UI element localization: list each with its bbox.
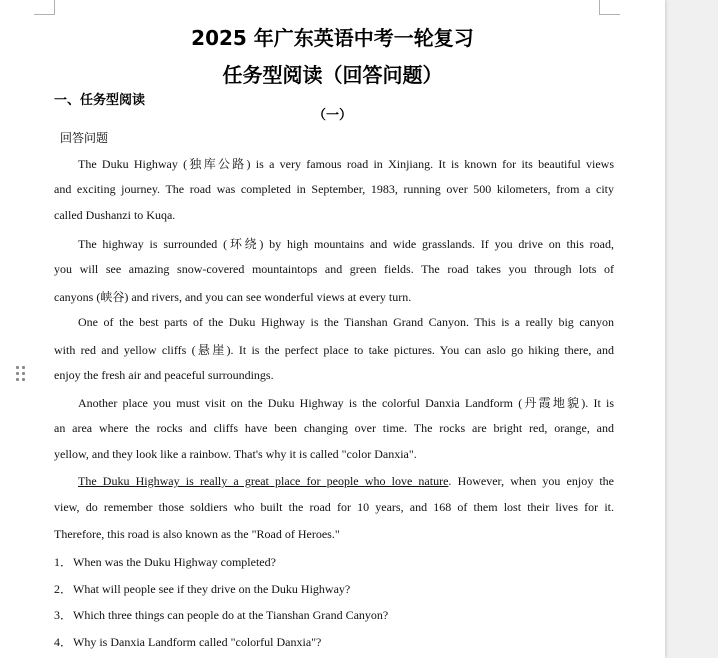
question-item [54,633,321,650]
question-text: What will people see if they drive on the Duku Highway? [73,582,351,596]
crop-mark-top-left [34,0,55,15]
passage-line: an area where the rocks and cliffs have been changing over time. The rocks are bright red, orange, and [54,421,614,435]
section-heading: 一、任务型阅读 [54,93,146,108]
document-title: 2025 年广东英语中考一轮复习 [191,26,474,50]
drag-handle-icon[interactable] [16,366,26,382]
passage-line [78,474,614,489]
passage-line: and exciting journey. The road was completed in September, 1983, running over 500 kilometers, from a city [54,182,614,196]
passage-line: One of the best parts of the Duku Highway is the Tianshan Grand Canyon. This is a really big canyon [78,315,614,329]
question-text: Which three things can people do at the Tianshan Grand Canyon? [73,608,389,622]
question-text: Why is Danxia Landform called "colorful Danxia"? [73,635,322,649]
question-number: 1． [54,555,73,569]
question-number: 2． [54,582,73,596]
underlined-sentence: The Duku Highway is really a great place for people who love nature [78,474,449,488]
crop-mark-top-right [599,0,620,15]
question-number: 4． [54,635,73,649]
passage-text: . However, when you enjoy the [448,474,615,488]
document-subtitle: 任务型阅读（回答问题） [222,63,443,87]
question-text: When was the Duku Highway completed? [73,555,276,569]
passage-line: Therefore, this road is also known as the "Road of Heroes." [54,527,340,541]
passage-line: canyons (峡谷) and rivers, and you can see wonderful views at every turn. [54,290,412,304]
passage-line: yellow, and they look like a rainbow. That's why it is called "color Danxia". [54,447,417,461]
question-item [54,606,388,623]
passage-line: enjoy the fresh air and peaceful surroundings. [54,368,274,382]
part-heading: （一） [312,108,352,123]
passage-line: called Dushanzi to Kuqa. [54,208,176,222]
passage-line: Another place you must visit on the Duku Highway is the colorful Danxia Landform (丹霞地貌). It is [78,396,614,410]
question-item [54,553,276,570]
task-label: 回答问题 [60,131,109,145]
passage-line: with red and yellow cliffs (悬崖). It is the perfect place to take pictures. You can aslo go hiking there, and [54,343,614,357]
question-number: 3． [54,608,73,622]
passage-line: you will see amazing snow-covered mountaintops and green fields. The road takes you through lots of [54,262,614,276]
question-item [54,580,350,597]
passage-line: view, do remember those soldiers who built the road for 10 years, and 168 of them lost their lives for it. [54,500,614,514]
passage-line: The Duku Highway (独库公路) is a very famous road in Xinjiang. It is known for its beautiful views [78,157,614,171]
passage-line: The highway is surrounded (环绕) by high mountains and wide grasslands. If you drive on this road, [78,237,614,251]
